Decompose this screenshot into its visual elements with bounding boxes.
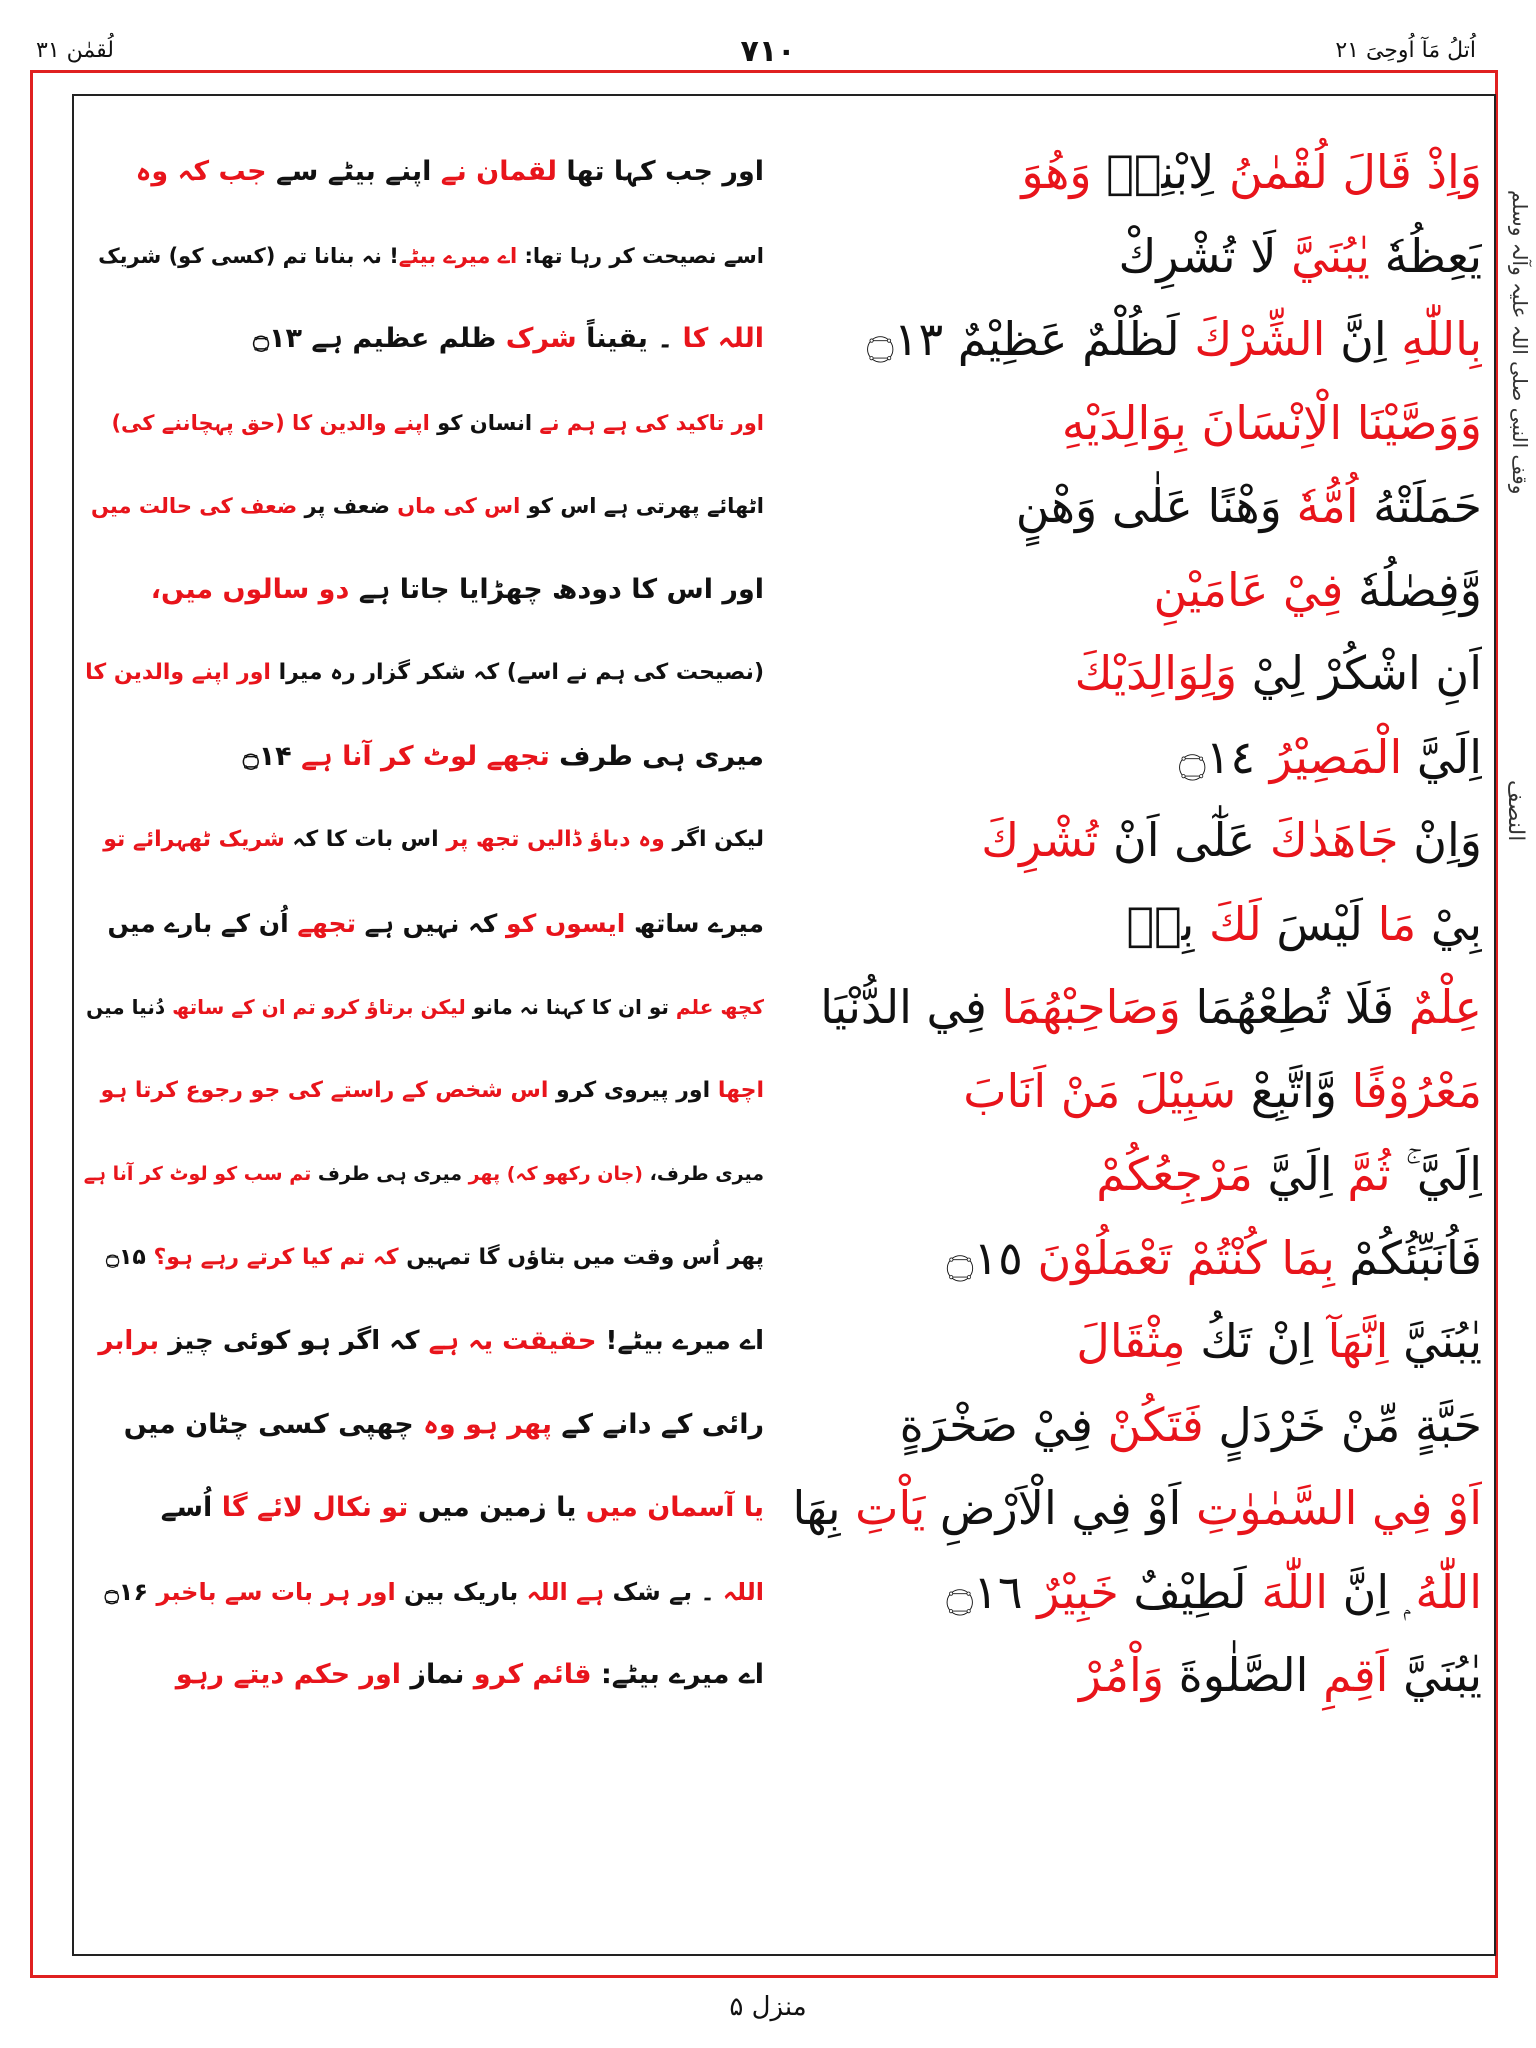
urdu-segment: یا آسمان میں xyxy=(585,1492,764,1523)
urdu-translation-line xyxy=(84,464,764,548)
arabic-segment: سَبِيْلَ مَنْ اَنَابَ xyxy=(963,1063,1237,1118)
urdu-translation-line xyxy=(84,1466,764,1550)
urdu-segment: لقمان نے xyxy=(440,156,558,187)
arabic-segment: فِي الدُّنْيَا xyxy=(820,980,1002,1034)
arabic-segment: اِنَّهَآ xyxy=(1327,1314,1389,1368)
urdu-segment: یا زمین میں xyxy=(408,1492,586,1523)
urdu-segment: لیکن اگر xyxy=(664,827,764,852)
urdu-segment: شرک xyxy=(505,323,577,354)
urdu-segment: اے میرے بیٹے: xyxy=(591,1659,764,1690)
urdu-segment: میرے ساتھ xyxy=(625,908,764,938)
arabic-verse-line xyxy=(782,965,1482,1049)
arabic-segment: ۝١٥ xyxy=(946,1230,1038,1285)
arabic-segment: اِلَيَّ xyxy=(1252,1147,1348,1201)
urdu-segment: کہ اگر ہو کوئی چیز xyxy=(159,1326,429,1356)
urdu-segment: اسے نصیحت کر رہا تھا: xyxy=(517,243,764,268)
arabic-segment: لَيْسَ xyxy=(1261,896,1378,951)
arabic-segment: يٰبُنَيَّ xyxy=(1291,228,1370,283)
verse-row xyxy=(72,1049,1496,1133)
arabic-verse-line xyxy=(782,297,1482,381)
arabic-segment: الشِّرْكَ xyxy=(1194,312,1326,366)
arabic-verse-line xyxy=(782,715,1482,799)
urdu-segment: پھر ہو وہ xyxy=(423,1408,553,1440)
arabic-segment: ۝١٤ xyxy=(1178,729,1270,784)
urdu-segment: باریک بین xyxy=(395,1577,527,1606)
urdu-segment: تو ان کا کہنا نہ مانو xyxy=(465,995,676,1019)
urdu-segment: دو سالوں میں، xyxy=(150,573,350,605)
arabic-verse-line xyxy=(782,882,1482,966)
arabic-segment: يَاْتِ xyxy=(855,1481,926,1535)
urdu-segment: اللہ xyxy=(722,1577,764,1606)
arabic-segment: اللّٰهَ xyxy=(1261,1564,1328,1619)
urdu-translation-line xyxy=(84,1383,764,1467)
arabic-segment: اُمُّهٗ xyxy=(1296,479,1359,533)
urdu-segment: اور اپنے والدین کا xyxy=(85,660,271,685)
urdu-translation-line xyxy=(84,548,764,632)
page-number: ۷۱۰ xyxy=(740,34,796,69)
urdu-segment: اے میرے بیٹے! xyxy=(596,1326,764,1356)
urdu-translation-line xyxy=(84,1132,764,1216)
verse-row xyxy=(72,631,1496,715)
urdu-segment: تم سب کو لوٹ کر آنا ہے xyxy=(84,1163,312,1185)
arabic-verse-line xyxy=(782,631,1482,715)
arabic-verse-line xyxy=(782,1633,1482,1717)
urdu-segment: ضعف پر xyxy=(297,494,398,518)
arabic-segment: مَرْجِعُكُمْ xyxy=(1096,1147,1253,1201)
arabic-segment: عِلْمٌ xyxy=(1408,980,1482,1034)
arabic-verse-line xyxy=(782,1049,1482,1133)
verse-row xyxy=(72,297,1496,381)
arabic-segment: خَبِيْرٌ xyxy=(1037,1564,1119,1619)
arabic-verse-line xyxy=(782,1216,1482,1300)
arabic-verse-line xyxy=(782,798,1482,882)
arabic-segment: بِوَالِدَيْهِ xyxy=(1061,395,1187,450)
arabic-verse-line xyxy=(782,1466,1482,1550)
urdu-translation-line xyxy=(84,631,764,715)
arabic-segment: اِنَّ xyxy=(1325,312,1402,366)
urdu-segment: تجھے xyxy=(297,908,356,938)
arabic-segment: لَكَ xyxy=(1208,896,1262,951)
arabic-segment: فَتَكُنْ xyxy=(1107,1397,1204,1452)
verse-row xyxy=(72,130,1496,214)
verse-row xyxy=(72,1383,1496,1467)
urdu-segment: اور اس کا دودھ چھڑایا جاتا ہے xyxy=(349,573,764,605)
arabic-segment: اِلَيَّ ۚ xyxy=(1390,1147,1482,1201)
arabic-verse-line xyxy=(782,1132,1482,1216)
urdu-segment: میری ہی طرف xyxy=(549,740,764,772)
urdu-segment: کچھ علم xyxy=(675,995,764,1019)
arabic-segment: ۝١٦ xyxy=(946,1564,1038,1619)
side-marker: النصف xyxy=(1503,780,1528,842)
arabic-segment: وَاْمُرْ xyxy=(1079,1648,1165,1702)
arabic-verse-line xyxy=(782,130,1482,214)
urdu-segment: برابر xyxy=(98,1326,160,1356)
urdu-segment: اپنے والدین کا (حق پہچاننے کی) xyxy=(111,410,430,435)
arabic-segment: تُشْرِكَ xyxy=(981,813,1099,867)
urdu-translation-line xyxy=(84,965,764,1049)
urdu-segment: ۔ بے شک xyxy=(604,1577,723,1606)
urdu-segment: تجھے لوٹ کر آنا ہے xyxy=(301,740,550,772)
arabic-segment: اللّٰهُ xyxy=(1415,1564,1482,1619)
urdu-segment: اس کی ماں xyxy=(397,494,521,518)
arabic-verse-line xyxy=(782,214,1482,298)
urdu-segment: اُن کے بارے میں xyxy=(107,908,298,938)
urdu-segment: اس بات کا کہ xyxy=(284,827,447,852)
urdu-translation-line xyxy=(84,1299,764,1383)
arabic-segment: مَعْرُوْفًا xyxy=(1351,1063,1482,1118)
arabic-segment: بِمَا كُنْتُمْ تَعْمَلُوْنَ xyxy=(1037,1230,1335,1285)
urdu-segment: تو نکال لائے گا xyxy=(221,1492,409,1523)
manzil-footer: منزل ۵ xyxy=(729,1992,807,2022)
arabic-segment: وَهْنًا عَلٰى وَهْنٍ xyxy=(1015,479,1297,533)
arabic-segment: بِهَا xyxy=(792,1481,856,1535)
urdu-segment: ضعف کی حالت میں xyxy=(91,494,298,518)
arabic-segment: وَاِذْ قَالَ xyxy=(1327,145,1482,199)
arabic-segment: يَعِظُهٗ xyxy=(1369,228,1482,283)
urdu-segment: کہ تم کیا کرتے رہے ہو؟ xyxy=(153,1244,399,1270)
verse-row xyxy=(72,1299,1496,1383)
arabic-segment: مَا xyxy=(1377,896,1417,951)
arabic-segment: مِثْقَالَ xyxy=(1076,1314,1186,1368)
urdu-segment: اور ہر بات سے باخبر xyxy=(156,1577,396,1606)
urdu-segment: کہ نہیں ہے xyxy=(355,908,507,938)
urdu-segment: ایسوں کو xyxy=(506,908,626,938)
urdu-segment: اپنے بیٹے سے xyxy=(266,156,441,187)
verse-row xyxy=(72,1633,1496,1717)
arabic-segment: اَقِمِ xyxy=(1323,1648,1389,1702)
verse-row xyxy=(72,798,1496,882)
arabic-segment: الصَّلٰوةَ xyxy=(1164,1648,1324,1702)
urdu-segment: اور پیروی کرو xyxy=(548,1077,718,1103)
verse-row xyxy=(72,1466,1496,1550)
arabic-verse-line xyxy=(782,1550,1482,1634)
arabic-segment: بِاللّٰهِ xyxy=(1401,312,1482,366)
urdu-segment: نماز xyxy=(401,1659,474,1690)
verse-row xyxy=(72,965,1496,1049)
urdu-segment: ۝۱۶ xyxy=(104,1577,157,1606)
arabic-segment: فِيْ عَامَيْنِ xyxy=(1153,562,1344,617)
urdu-segment: ۝۱۵ xyxy=(106,1244,154,1270)
verse-lines xyxy=(72,130,1496,1717)
urdu-segment: قائم کرو xyxy=(473,1659,592,1690)
arabic-segment: لَظُلْمٌ عَظِيْمٌ ۝١٣ xyxy=(866,312,1195,366)
urdu-segment: اور جب کہا تھا xyxy=(557,156,764,187)
urdu-segment: اٹھائے پھرتی ہے اس کو xyxy=(520,494,764,518)
urdu-segment: اچھا xyxy=(717,1077,764,1103)
urdu-segment: پھر اُس وقت میں بتاؤں گا تمہیں xyxy=(398,1244,764,1270)
verse-row xyxy=(72,548,1496,632)
urdu-segment: شریک ٹھہرائے تو xyxy=(103,827,285,852)
arabic-segment: وَّفِصٰلُهٗ xyxy=(1343,562,1482,617)
urdu-translation-line xyxy=(84,297,764,381)
verse-row xyxy=(72,882,1496,966)
arabic-segment: يٰبُنَيَّ xyxy=(1388,1648,1482,1702)
urdu-segment: ! نہ بنانا تم (کسی کو) شریک xyxy=(98,243,399,268)
arabic-segment: فَاُنَبِّئُكُمْ xyxy=(1334,1230,1482,1285)
urdu-translation-line xyxy=(84,214,764,298)
urdu-translation-line xyxy=(84,1633,764,1717)
arabic-segment: وَوَصَّيْنَا الْاِنْسَانَ xyxy=(1186,395,1482,450)
arabic-segment: ثُمَّ xyxy=(1347,1147,1391,1201)
urdu-translation-line xyxy=(84,882,764,966)
urdu-translation-line xyxy=(84,1049,764,1133)
verse-row xyxy=(72,1216,1496,1300)
urdu-segment: میری طرف، xyxy=(643,1163,764,1185)
arabic-segment: فِيْ صَخْرَةٍ xyxy=(899,1397,1108,1452)
arabic-verse-line xyxy=(782,1383,1482,1467)
urdu-segment: اُسے xyxy=(160,1492,222,1523)
arabic-segment: وَصَاحِبْهُمَا xyxy=(1001,980,1181,1034)
urdu-segment: (جان رکھو کہ) پھر xyxy=(468,1163,643,1185)
verse-row xyxy=(72,715,1496,799)
urdu-translation-line xyxy=(84,1550,764,1634)
arabic-verse-line xyxy=(782,464,1482,548)
arabic-segment: الْمَصِيْرُ xyxy=(1269,729,1403,784)
urdu-segment: چھپی کسی چٹان میں xyxy=(123,1408,424,1440)
verse-row xyxy=(72,1550,1496,1634)
arabic-segment: اِلَيَّ xyxy=(1402,729,1482,784)
side-note: وقف النبی صلی اللہ علیہ وآلہ وسلم xyxy=(1508,190,1532,495)
urdu-translation-line xyxy=(84,1216,764,1300)
verse-row xyxy=(72,214,1496,298)
urdu-segment: اور تاکید کی ہے ہم نے xyxy=(539,410,764,435)
urdu-segment: حقیقت یہ ہے xyxy=(428,1326,597,1356)
urdu-segment: ہے اللہ xyxy=(526,1577,605,1606)
urdu-segment: اس شخص کے راستے کی جو رجوع کرتا ہو xyxy=(100,1077,549,1103)
arabic-segment: اِنْ تَكُ xyxy=(1185,1314,1328,1368)
arabic-segment: اَوْ فِي الْاَرْضِ xyxy=(925,1481,1196,1535)
verse-row xyxy=(72,1132,1496,1216)
arabic-segment: وَاِنْ xyxy=(1398,813,1482,867)
urdu-segment: وہ دباؤ ڈالیں تجھ پر xyxy=(446,827,665,852)
urdu-segment: میری ہی طرف xyxy=(311,1163,469,1185)
urdu-segment: جب کہ وہ xyxy=(135,156,267,187)
arabic-segment: حَبَّةٍ مِّنْ خَرْدَلٍ xyxy=(1203,1397,1482,1452)
arabic-segment: لَطِيْفٌ xyxy=(1118,1564,1262,1619)
arabic-segment: لَا تُشْرِكْ xyxy=(1118,228,1292,283)
urdu-segment: دُنیا میں xyxy=(86,995,173,1019)
arabic-segment: وَّاتَّبِعْ xyxy=(1236,1063,1352,1118)
arabic-segment: اَوْ فِي السَّمٰوٰتِ xyxy=(1195,1481,1482,1535)
arabic-segment: بِيْ xyxy=(1416,896,1482,951)
urdu-translation-line xyxy=(84,130,764,214)
verse-row xyxy=(72,381,1496,465)
juz-header: اُتلُ مَآ اُوحِیَ ۲۱ xyxy=(1335,38,1476,63)
arabic-segment: جَاهَدٰكَ xyxy=(1269,813,1399,867)
arabic-verse-line xyxy=(782,1299,1482,1383)
arabic-segment: حَمَلَتْهُ xyxy=(1358,479,1482,533)
arabic-segment: عَلٰٓى اَنْ xyxy=(1098,813,1270,867)
urdu-segment: ۝۱۴ xyxy=(242,740,302,772)
arabic-segment: ۭ اِنَّ xyxy=(1328,1564,1416,1619)
urdu-translation-line xyxy=(84,381,764,465)
urdu-segment: رائی کے دانے کے xyxy=(552,1408,764,1440)
urdu-translation-line xyxy=(84,798,764,882)
arabic-verse-line xyxy=(782,381,1482,465)
urdu-segment: ۔ یقیناً xyxy=(576,323,683,354)
arabic-segment: وَهُوَ xyxy=(1021,145,1092,199)
arabic-verse-line xyxy=(782,548,1482,632)
surah-header: لُقمٰن ۳۱ xyxy=(36,38,114,63)
urdu-segment: (نصیحت کی ہم نے اسے) کہ شکر گزار رہ میرا xyxy=(270,660,764,685)
urdu-segment: اور حکم دیتے رہو xyxy=(175,1659,402,1690)
urdu-segment: اے میرے بیٹے xyxy=(398,243,518,268)
arabic-segment: يٰبُنَيَّ xyxy=(1388,1314,1482,1368)
arabic-segment: اَنِ اشْكُرْ لِيْ xyxy=(1237,646,1482,700)
urdu-translation-line xyxy=(84,715,764,799)
arabic-segment: وَلِوَالِدَيْكَ xyxy=(1074,646,1238,700)
arabic-segment: فَلَا تُطِعْهُمَا xyxy=(1180,980,1409,1034)
arabic-segment: لِابْنِهٖ xyxy=(1091,145,1229,199)
urdu-segment: انسان کو xyxy=(429,410,540,435)
urdu-segment: اللہ کا xyxy=(682,323,764,354)
arabic-segment: بِهٖ xyxy=(1126,896,1209,951)
urdu-segment: ظلم عظیم ہے ۝۱۳ xyxy=(253,323,506,354)
verse-row xyxy=(72,464,1496,548)
arabic-segment: لُقْمٰنُ xyxy=(1228,145,1328,199)
urdu-segment: لیکن برتاؤ کرو تم ان کے ساتھ xyxy=(172,995,466,1019)
